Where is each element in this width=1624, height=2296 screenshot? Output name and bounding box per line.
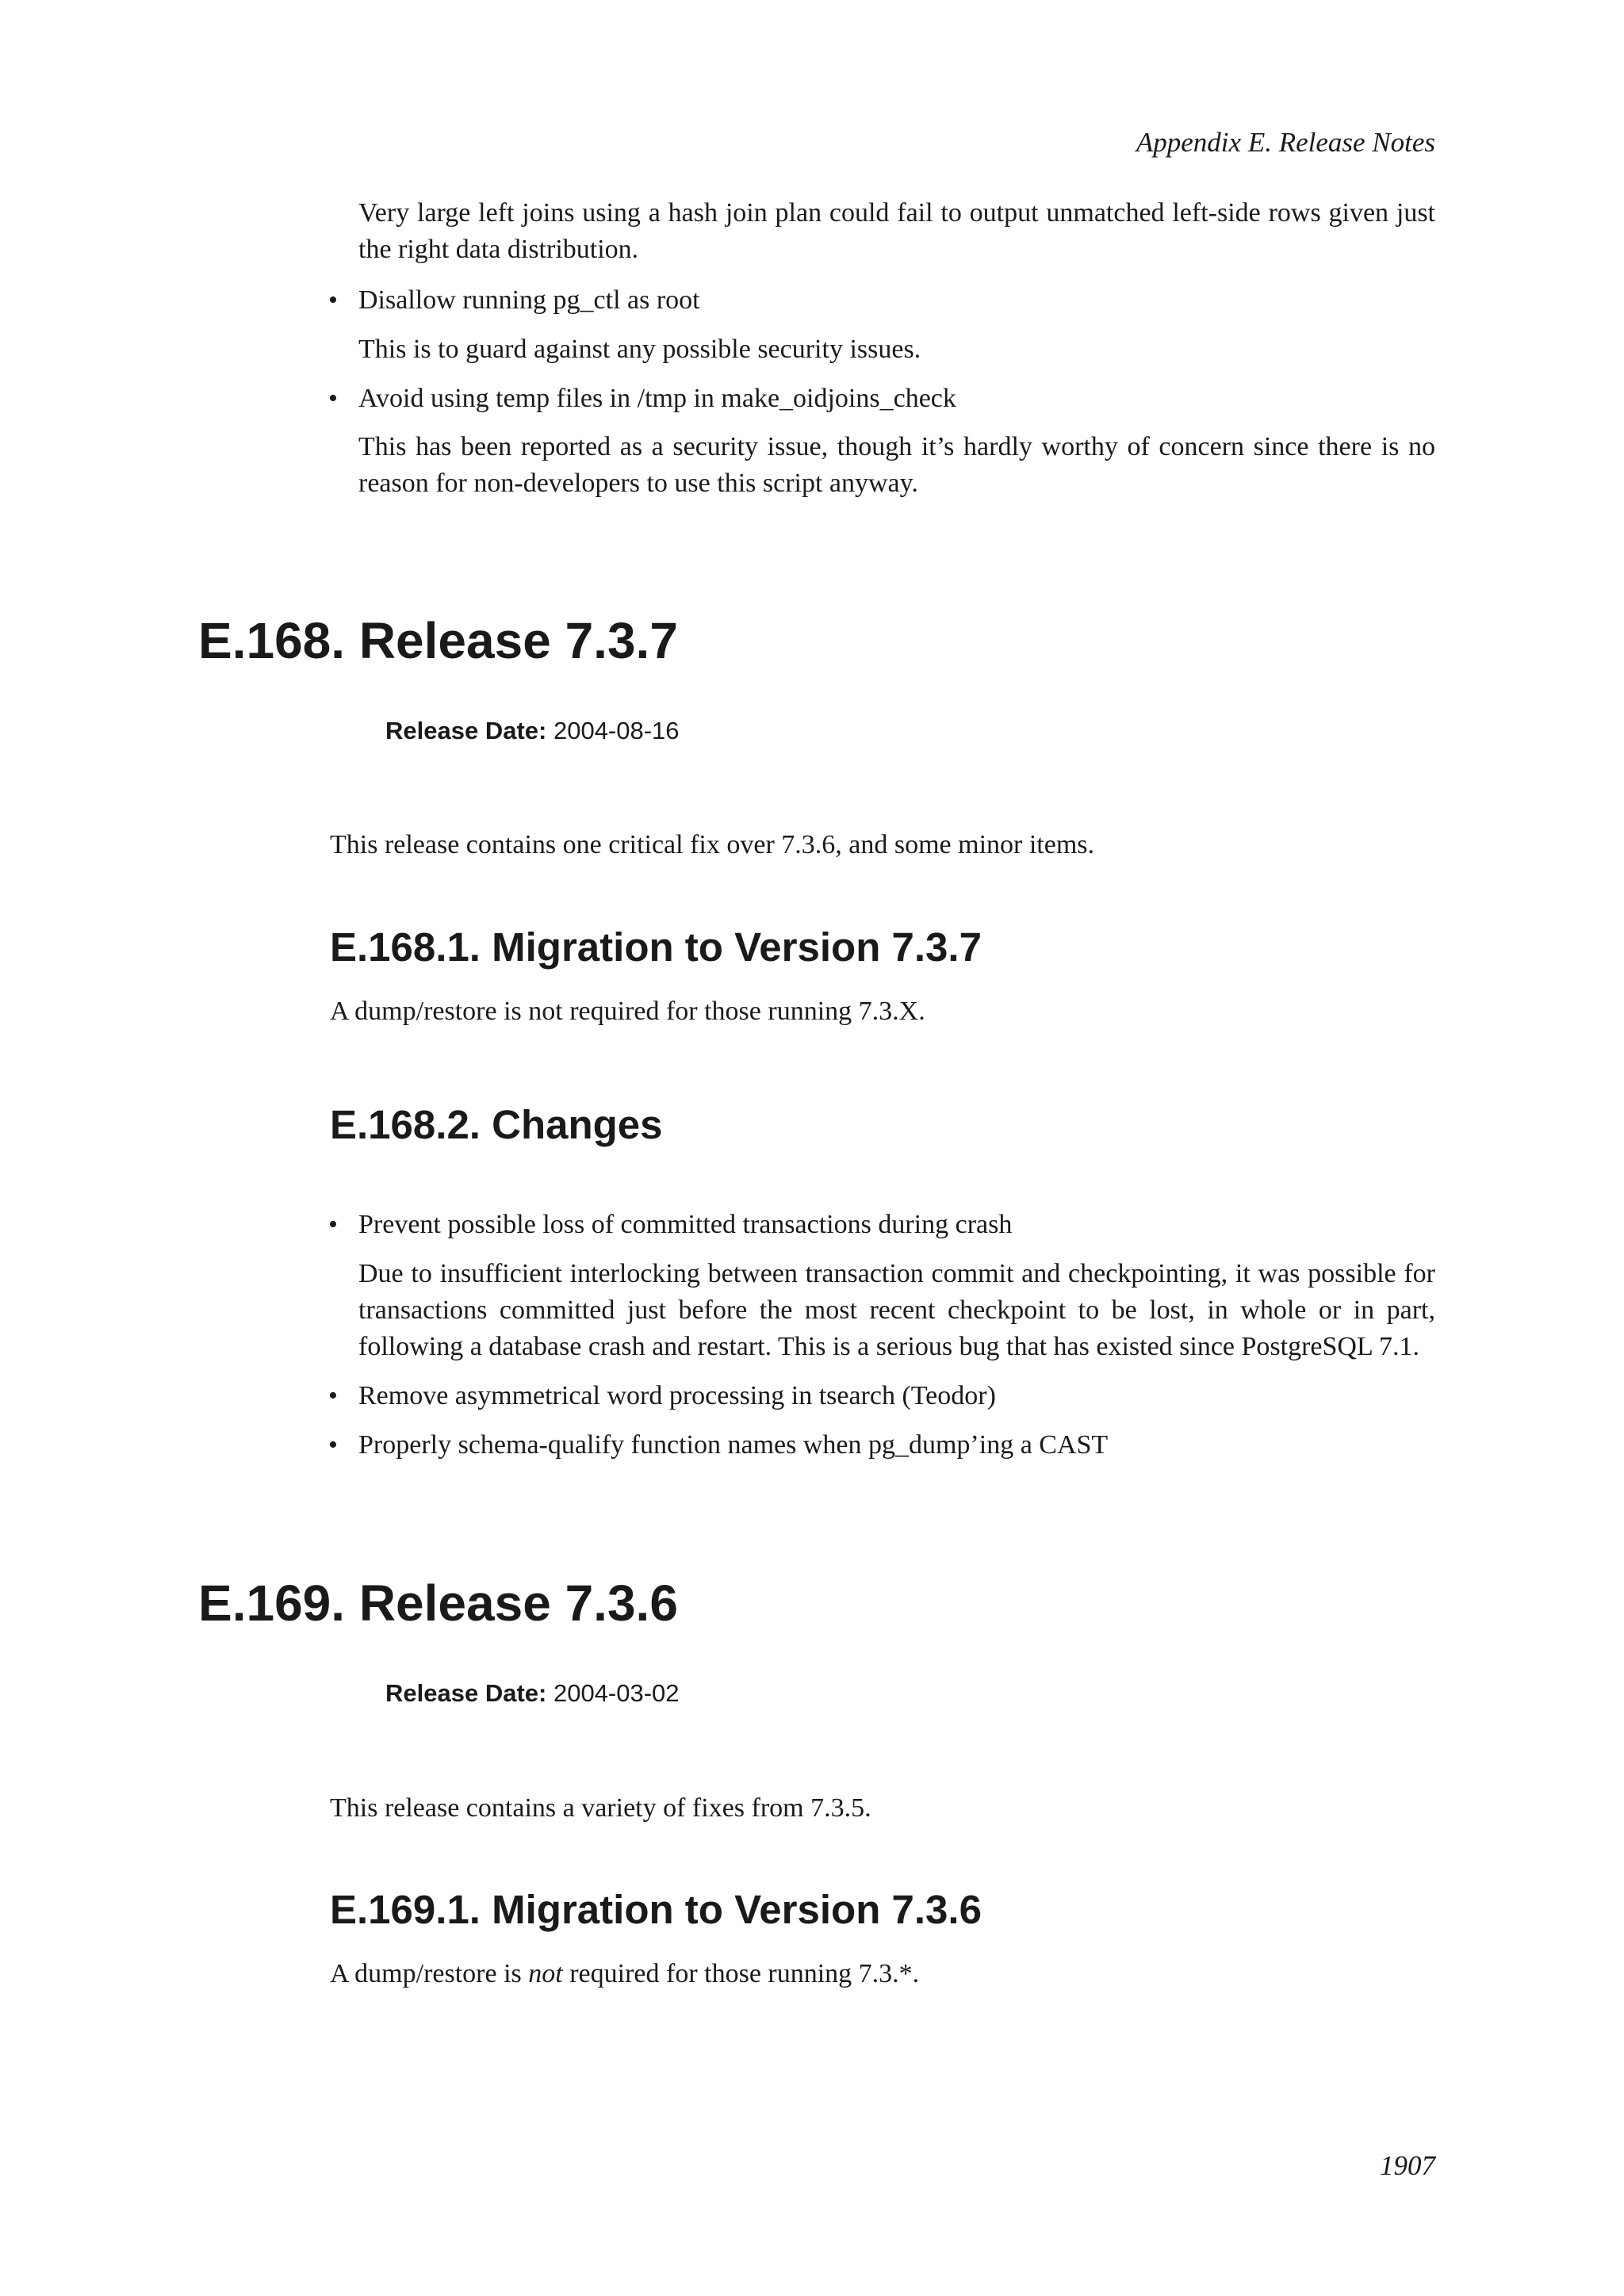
section-heading-release-7-3-7: E.168. Release 7.3.7 — [198, 612, 678, 669]
migration-text-emphasis: not — [528, 1959, 563, 1988]
migration-text — [330, 1956, 1435, 1992]
bullet-icon: • — [328, 1381, 338, 1410]
running-header: Appendix E. Release Notes — [1136, 127, 1435, 158]
bullet-icon: • — [328, 1430, 338, 1460]
list-item-label: Remove asymmetrical word processing in tsearch (Teodor) — [358, 1381, 996, 1410]
continued-paragraph: Very large left joins using a hash join plan could fail to output unmatched left-side rows given just the right data distribution. — [358, 198, 1435, 264]
list-item-detail: This is to guard against any possible security issues. — [358, 335, 921, 364]
list-item-detail: This has been reported as a security issue, though it’s hardly worthy of concern since there is no reason for non-developers to use this script anyway. — [358, 432, 1435, 498]
release-date — [385, 1678, 680, 1709]
migration-text: A dump/restore is not required for those running 7.3.X. — [330, 997, 925, 1026]
release-date — [385, 715, 680, 747]
release-date-value: 2004-08-16 — [553, 717, 680, 744]
list-item-detail: Due to insufficient interlocking between transaction commit and checkpointing, it was possible for transactions committed just before the most recent checkpoint to be lost, in whole or in part, following a database crash and restart. This is a serious bug that has existed since PostgreSQL 7.1. — [358, 1259, 1435, 1361]
subsection-heading-migration: E.168.1. Migration to Version 7.3.7 — [330, 924, 982, 970]
bullet-icon: • — [328, 1210, 338, 1239]
subsection-heading-migration: E.169.1. Migration to Version 7.3.6 — [330, 1887, 982, 1932]
release-date-value: 2004-03-02 — [553, 1679, 680, 1707]
list-item-label: Disallow running pg_ctl as root — [358, 285, 700, 315]
list-item-label: Prevent possible loss of committed transactions during crash — [358, 1210, 1013, 1239]
list-item-label: Avoid using temp files in /tmp in make_oidjoins_check — [358, 384, 956, 413]
bullet-icon: • — [328, 285, 338, 315]
subsection-heading-changes: E.168.2. Changes — [330, 1102, 663, 1147]
list-item-label: Properly schema-qualify function names when pg_dump’ing a CAST — [358, 1430, 1109, 1460]
release-intro: This release contains one critical fix over 7.3.6, and some minor items. — [330, 830, 1095, 859]
page-number: 1907 — [1380, 2150, 1435, 2181]
release-date-label: Release Date: — [385, 1679, 547, 1707]
migration-text-start: A dump/restore is — [330, 1959, 529, 1988]
section-heading-release-7-3-6: E.169. Release 7.3.6 — [198, 1575, 678, 1632]
bullet-icon: • — [328, 384, 338, 413]
release-date-label: Release Date: — [385, 717, 547, 744]
release-intro: This release contains a variety of fixes from 7.3.5. — [330, 1793, 871, 1823]
migration-text-end: required for those running 7.3.*. — [562, 1959, 920, 1988]
